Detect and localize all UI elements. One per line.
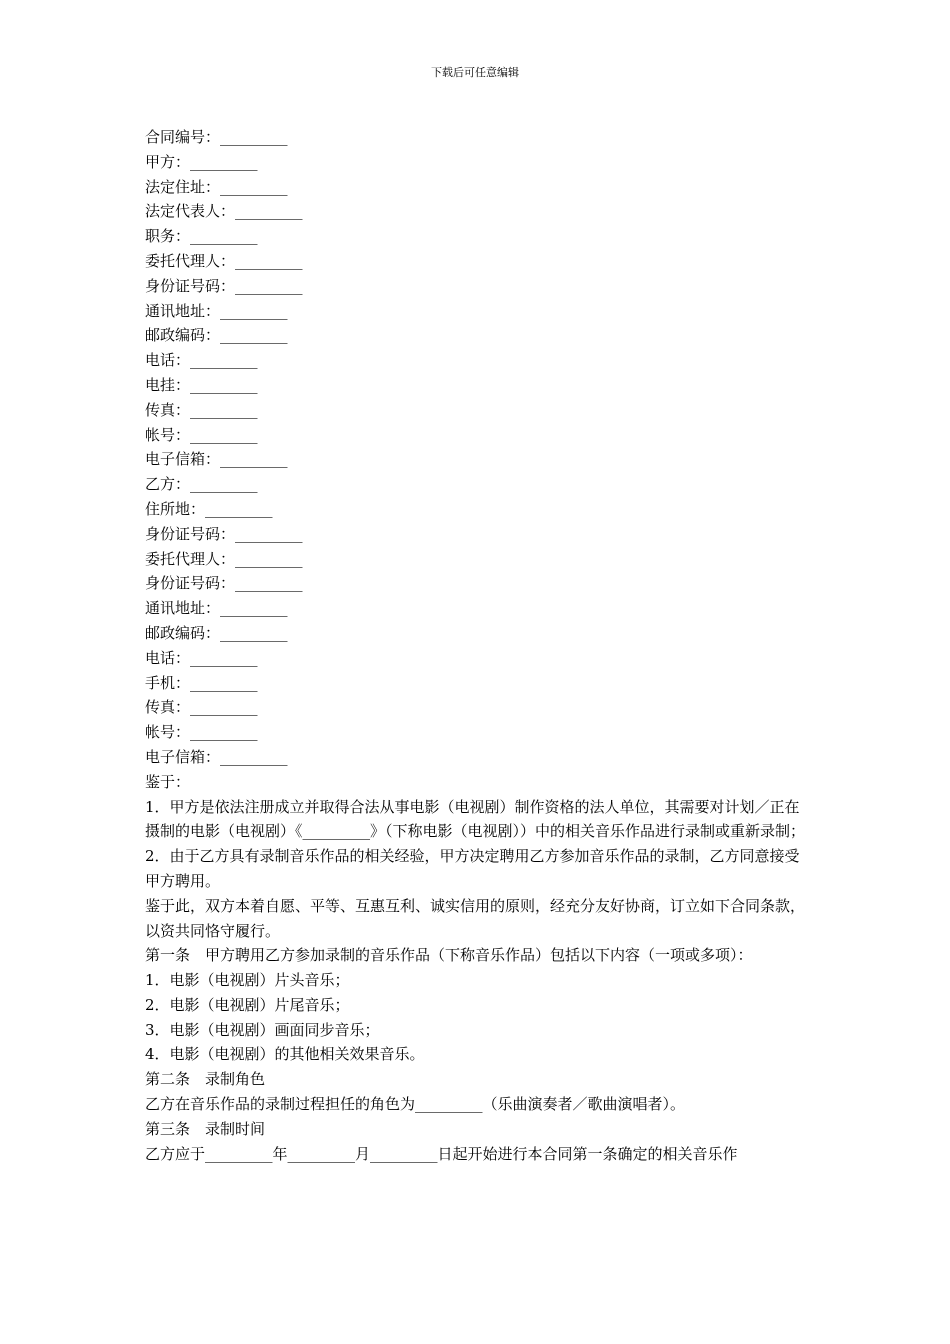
field-mailing-address-b: 通讯地址：_________ — [145, 599, 288, 618]
recital-paragraph-3: 鉴于此，双方本着自愿、平等、互惠互利、诚实信用的原则，经充分友好协商，订立如下合同条款，以资共同恪守履行。 — [145, 896, 806, 940]
field-mailing-address-a: 通讯地址：_________ — [145, 301, 288, 320]
field-residence-b: 住所地：_________ — [145, 499, 273, 518]
field-postal-code-b: 邮政编码：_________ — [145, 623, 288, 642]
field-account-b: 帐号：_________ — [145, 723, 258, 742]
field-agent-b: 委托代理人：_________ — [145, 549, 303, 568]
field-id-number-a: 身份证号码：_________ — [145, 276, 303, 295]
field-mobile-b: 手机：_________ — [145, 673, 258, 692]
field-agent-id-number-b: 身份证号码：_________ — [145, 574, 303, 593]
field-cable-a: 电挂：_________ — [145, 375, 258, 394]
article-3-body: 乙方应于_________年_________月_________日起开始进行本合同第一条确定的相关音乐作 — [145, 1144, 738, 1163]
contract-body — [145, 125, 810, 1166]
article-1-item-1: 1．电影（电视剧）片头音乐； — [145, 971, 350, 990]
article-1-item-2: 2．电影（电视剧）片尾音乐； — [145, 995, 350, 1014]
field-fax-a: 传真：_________ — [145, 400, 258, 419]
field-contract-number: 合同编号：_________ — [145, 128, 288, 146]
article-2-title: 第二条 录制角色 — [145, 1070, 266, 1089]
article-1-item-4: 4．电影（电视剧）的其他相关效果音乐。 — [145, 1045, 425, 1064]
field-account-a: 帐号：_________ — [145, 425, 258, 444]
field-position: 职务：_________ — [145, 227, 258, 246]
field-party-a: 甲方：_________ — [145, 152, 258, 171]
recital-paragraph-2: 2．由于乙方具有录制音乐作品的相关经验，甲方决定聘用乙方参加音乐作品的录制，乙方同意接受甲方聘用。 — [145, 847, 800, 890]
field-agent-a: 委托代理人：_________ — [145, 251, 303, 270]
article-2-body: 乙方在音乐作品的录制过程担任的角色为_________（乐曲演奏者／歌曲演唱者）。 — [145, 1095, 686, 1114]
field-fax-b: 传真：_________ — [145, 698, 258, 717]
recital-paragraph-1: 1．甲方是依法注册成立并取得合法从事电影（电视剧）制作资格的法人单位，其需要对计划／正在摄制的电影（电视剧）《_________》（下称电影（电视剧））中的相关音乐作品进行录制或重新录制； — [145, 797, 806, 841]
field-legal-address: 法定住址：_________ — [145, 177, 288, 196]
field-legal-representative: 法定代表人：_________ — [145, 202, 303, 221]
article-3-title: 第三条 录制时间 — [145, 1119, 266, 1138]
recitals-heading: 鉴于： — [145, 772, 191, 791]
field-email-a: 电子信箱：_________ — [145, 450, 288, 469]
field-phone-a: 电话：_________ — [145, 351, 258, 370]
field-phone-b: 电话：_________ — [145, 648, 258, 667]
field-id-number-b: 身份证号码：_________ — [145, 524, 303, 543]
page-header-note: 下载后可任意编辑 — [431, 66, 519, 79]
article-1-paragraph: 第一条 甲方聘用乙方参加录制的音乐作品（下称音乐作品）包括以下内容（一项或多项）： — [145, 946, 753, 965]
article-1-item-3: 3．电影（电视剧）画面同步音乐； — [145, 1020, 380, 1039]
field-party-b: 乙方：_________ — [145, 475, 258, 494]
field-postal-code-a: 邮政编码：_________ — [145, 326, 288, 345]
field-email-b: 电子信箱：_________ — [145, 747, 288, 766]
